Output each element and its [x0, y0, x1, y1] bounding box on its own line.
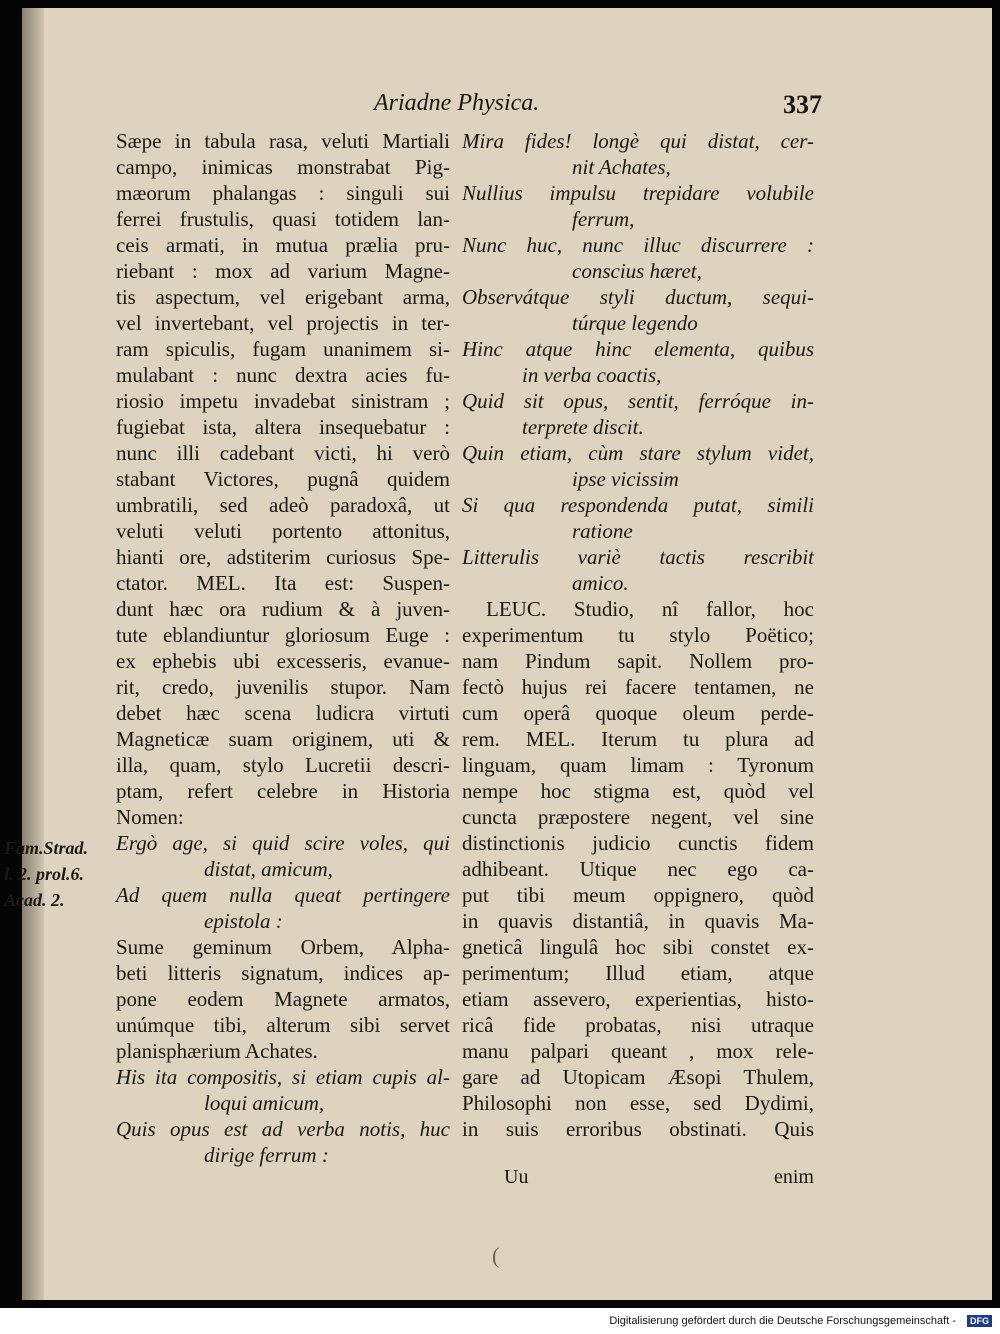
signature-mark: Uu — [504, 1166, 529, 1188]
text-line: nempe hoc stigma est, quòd vel — [462, 779, 814, 803]
text-line: Nomen: — [116, 805, 184, 829]
text-line: loqui amicum, — [204, 1091, 325, 1115]
text-line: Magneticæ suam originem, uti & — [116, 727, 450, 751]
text-line: Quid sit opus, sentit, ferróque in- — [462, 389, 814, 413]
text-line: linguam, quam limam : Tyronum — [462, 753, 814, 777]
text-line: Ad quem nulla queat pertingere — [116, 883, 450, 907]
text-line: beti litteris signatum, indices ap- — [116, 961, 450, 985]
text-line: terprete discit. — [522, 415, 644, 439]
text-line: nunc illi cadebant victi, hi verò — [116, 441, 450, 465]
text-line: manu palpari queant , mox rele- — [462, 1039, 814, 1063]
text-line: pone eodem Magnete armatos, — [116, 987, 450, 1011]
text-line: stabant Victores, pugnâ quidem — [116, 467, 450, 491]
text-line: cum operâ quoque oleum perde- — [462, 701, 814, 725]
text-line: ipse vicissim — [572, 467, 679, 491]
digitization-footer — [0, 1308, 1000, 1334]
text-line: nam Pindum sapit. Nollem pro- — [462, 649, 814, 673]
text-line: Litterulis variè tactis rescribit — [462, 545, 814, 569]
text-line: Quin etiam, cùm stare stylum videt, — [462, 441, 814, 465]
text-line: mulabant : nunc dextra acies fu- — [116, 363, 450, 387]
margin-note: l. 2. prol.6. — [4, 864, 85, 884]
text-line: debet hæc scena ludicra virtuti — [116, 701, 450, 725]
text-line: Nunc huc, nunc illuc discurrere : — [462, 233, 814, 257]
book-page — [4, 8, 992, 1300]
text-line: conscius hæret, — [572, 259, 702, 283]
text-line: Quis opus est ad verba notis, huc — [116, 1117, 450, 1141]
text-line: ex ephebis ubi excesseris, evanue- — [116, 649, 450, 673]
text-line: illa, quam, stylo Lucretii descri- — [116, 753, 450, 777]
margin-note: Fam.Strad. — [4, 838, 89, 858]
text-line: perimentum; Illud etiam, atque — [462, 961, 814, 985]
text-line: ratione — [572, 519, 633, 543]
text-line: Hinc atque hinc elementa, quibus — [462, 337, 814, 361]
text-line: put tibi meum oppignero, quòd — [462, 883, 814, 907]
text-line: etiam assevero, experientias, histo- — [462, 987, 814, 1011]
margin-note: Acad. 2. — [4, 890, 65, 910]
text-line: dunt hæc ora rudium & à juven- — [116, 597, 450, 621]
catchword: enim — [774, 1166, 814, 1188]
margin-notes — [4, 835, 114, 913]
running-header — [362, 90, 822, 122]
text-line: mæorum phalangas : singuli sui — [116, 181, 450, 205]
signature-line — [504, 1166, 814, 1192]
text-line: campo, inimicas monstrabat Pig- — [116, 155, 450, 179]
right-text-column — [462, 128, 814, 1142]
text-line: planisphærium Achates. — [116, 1039, 318, 1063]
text-line: Si qua respondenda putat, simili — [462, 493, 814, 517]
text-line: unúmque tibi, alterum sibi servet — [116, 1013, 450, 1037]
text-line: rem. MEL. Iterum tu plura ad — [462, 727, 814, 751]
text-line: ram spiculis, fugam unanimem si- — [116, 337, 450, 361]
text-line: Sæpe in tabula rasa, veluti Martiali — [116, 129, 450, 153]
text-line: túrque legendo — [572, 311, 698, 335]
text-line: amico. — [572, 571, 629, 595]
text-line: riosio impetu invadebat sinistram ; — [116, 389, 450, 413]
text-line: dirige ferrum : — [204, 1143, 329, 1167]
text-line: Sume geminum Orbem, Alpha- — [116, 935, 450, 959]
text-line: distinctionis judicio cunctis fidem — [462, 831, 814, 855]
text-line: experimentum tu stylo Poëtico; — [462, 623, 814, 647]
text-line: ferrei frustulis, quasi totidem lan- — [116, 207, 450, 231]
text-line: hianti ore, adstiterim curiosus Spe- — [116, 545, 450, 569]
text-line: LEUC. Studio, nî fallor, hoc — [486, 597, 814, 621]
text-line: tis aspectum, vel erigebant arma, — [116, 285, 450, 309]
text-line: Observátque styli ductum, sequi- — [462, 285, 814, 309]
text-line: gneticâ lingulâ hoc sibi constet ex- — [462, 935, 814, 959]
page-number: 337 — [783, 90, 822, 119]
text-line: in suis erroribus obstinati. Quis — [462, 1117, 814, 1141]
text-line: ctator. MEL. Ita est: Suspen- — [116, 571, 450, 595]
footer-credit: Digitalisierung gefördert durch die Deutsche Forschungsgemeinschaft - — [609, 1315, 956, 1327]
text-line: in verba coactis, — [522, 363, 662, 387]
dfg-logo-icon: DFG — [967, 1315, 992, 1327]
text-line: gare ad Utopicam Æsopi Thulem, — [462, 1065, 814, 1089]
text-line: tute eblandiuntur gloriosum Euge : — [116, 623, 450, 647]
text-line: vel invertebant, vel projectis in ter- — [116, 311, 450, 335]
text-line: in quavis distantiâ, in quavis Ma- — [462, 909, 814, 933]
text-line: fectò hujus rei facere tentamen, ne — [462, 675, 814, 699]
text-line: Philosophi non esse, sed Dydimi, — [462, 1091, 814, 1115]
running-title: Ariadne Physica. — [374, 90, 540, 116]
text-line: rit, credo, juvenilis stupor. Nam — [116, 675, 450, 699]
text-line: adhibeant. Utique nec ego ca- — [462, 857, 814, 881]
text-line: ceis armati, in mutua prælia pru- — [116, 233, 450, 257]
text-line: umbratili, sed adeò paradoxâ, ut — [116, 493, 450, 517]
bottom-mark: ( — [492, 1243, 500, 1268]
text-line: ptam, refert celebre in Historia — [116, 779, 450, 803]
left-text-column — [116, 128, 450, 1168]
text-line: fugiebat ista, altera insequebatur : — [116, 415, 450, 439]
text-line: cuncta præpostere negent, vel sine — [462, 805, 814, 829]
text-line: nit Achates, — [572, 155, 671, 179]
text-line: riebant : mox ad varium Magne- — [116, 259, 450, 283]
text-line: Mira fides! longè qui distat, cer- — [462, 129, 814, 153]
text-line: veluti veluti portento attonitus, — [116, 519, 450, 543]
text-line: ricâ fide probatas, nisi utraque — [462, 1013, 814, 1037]
text-line: Nullius impulsu trepidare volubile — [462, 181, 814, 205]
text-line: ferrum, — [572, 207, 635, 231]
page-edge-shadow — [22, 8, 44, 1300]
text-line: distat, amicum, — [204, 857, 333, 881]
text-line: His ita compositis, si etiam cupis al- — [116, 1065, 450, 1089]
text-line: Ergò age, si quid scire voles, qui — [116, 831, 450, 855]
text-line: epistola : — [204, 909, 283, 933]
